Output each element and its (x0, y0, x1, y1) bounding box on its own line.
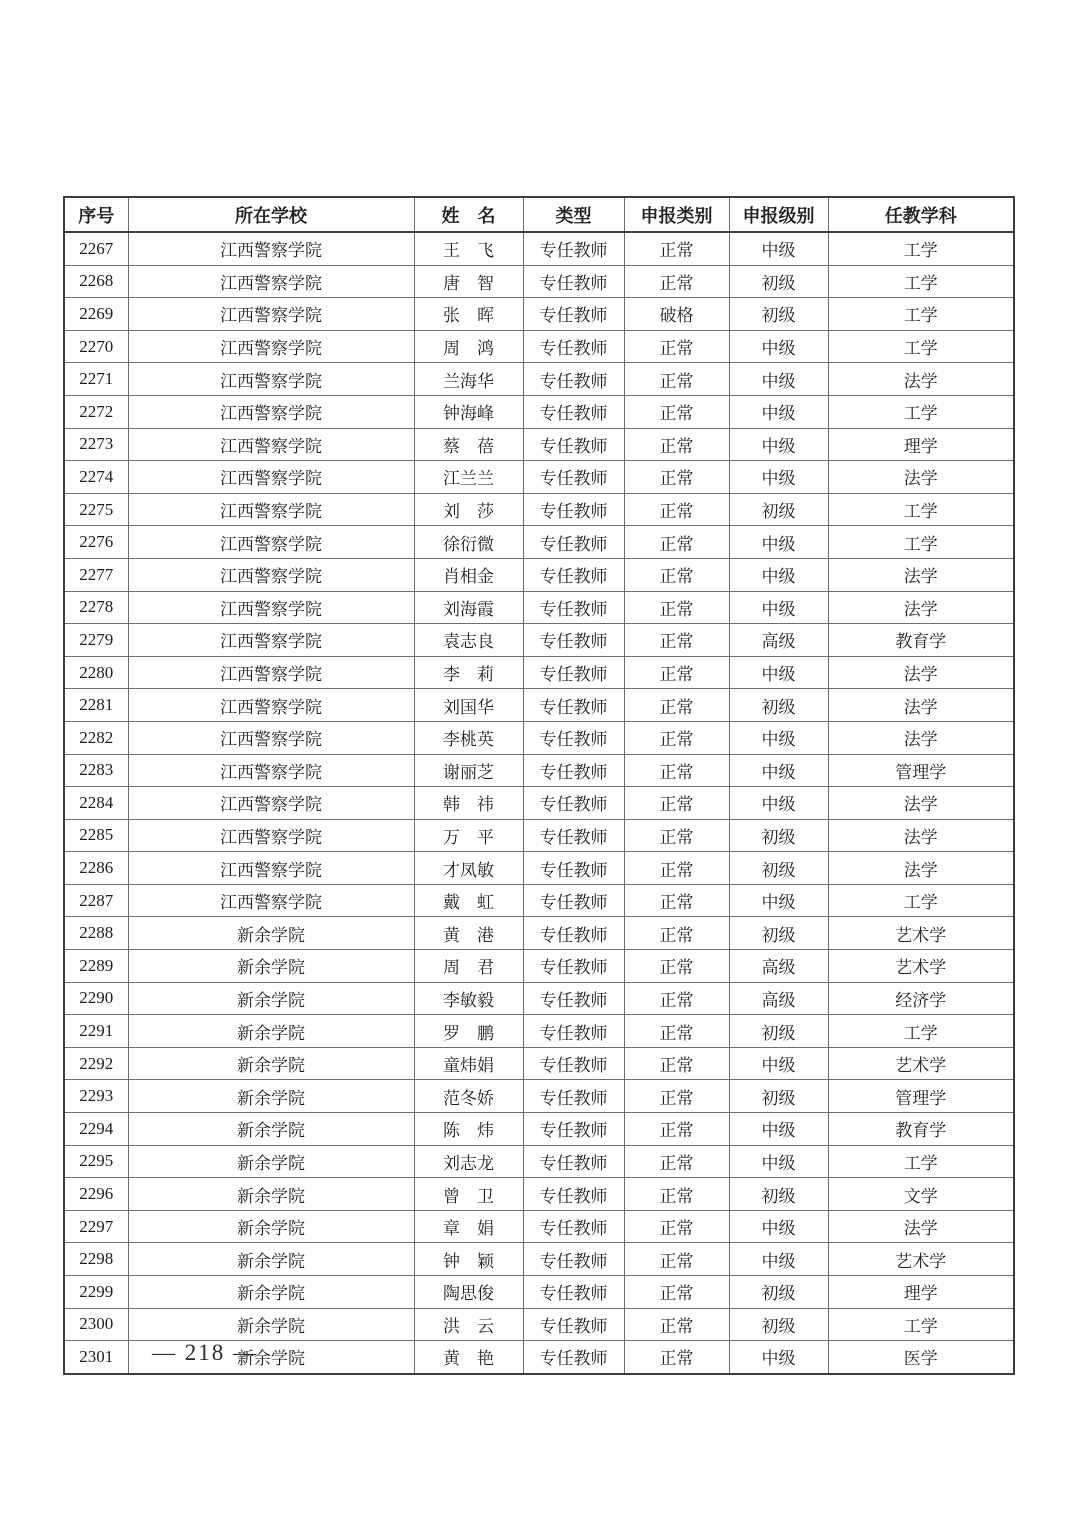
cell-index: 2268 (64, 265, 128, 298)
cell-level: 中级 (729, 656, 828, 689)
cell-name: 刘海霞 (414, 591, 523, 624)
cell-subject: 法学 (828, 1210, 1014, 1243)
cell-school: 江西警察学院 (128, 852, 414, 885)
table-row (64, 787, 1014, 820)
cell-type: 专任教师 (523, 624, 624, 657)
cell-subject: 法学 (828, 591, 1014, 624)
cell-subject: 管理学 (828, 754, 1014, 787)
cell-name: 李敏毅 (414, 982, 523, 1015)
cell-type: 专任教师 (523, 1341, 624, 1374)
cell-index: 2279 (64, 624, 128, 657)
cell-level: 中级 (729, 558, 828, 591)
cell-type: 专任教师 (523, 689, 624, 722)
table-row (64, 689, 1014, 722)
cell-category: 正常 (624, 624, 729, 657)
table-row (64, 558, 1014, 591)
column-header-index: 序号 (64, 197, 128, 232)
cell-level: 初级 (729, 1178, 828, 1211)
cell-name: 刘志龙 (414, 1145, 523, 1178)
cell-level: 中级 (729, 395, 828, 428)
cell-level: 初级 (729, 852, 828, 885)
cell-subject: 工学 (828, 493, 1014, 526)
cell-level: 中级 (729, 428, 828, 461)
cell-school: 江西警察学院 (128, 265, 414, 298)
cell-school: 江西警察学院 (128, 656, 414, 689)
cell-school: 江西警察学院 (128, 884, 414, 917)
cell-school: 江西警察学院 (128, 689, 414, 722)
cell-level: 中级 (729, 1210, 828, 1243)
cell-level: 中级 (729, 1341, 828, 1374)
cell-level: 初级 (729, 689, 828, 722)
cell-type: 专任教师 (523, 265, 624, 298)
cell-index: 2271 (64, 363, 128, 396)
column-header-school: 所在学校 (128, 197, 414, 232)
cell-category: 正常 (624, 689, 729, 722)
cell-category: 正常 (624, 493, 729, 526)
cell-level: 初级 (729, 819, 828, 852)
cell-name: 江兰兰 (414, 461, 523, 494)
cell-name: 陈 炜 (414, 1113, 523, 1146)
cell-index: 2286 (64, 852, 128, 885)
cell-type: 专任教师 (523, 330, 624, 363)
cell-category: 正常 (624, 1080, 729, 1113)
cell-school: 新余学院 (128, 1047, 414, 1080)
cell-level: 中级 (729, 363, 828, 396)
cell-category: 正常 (624, 1113, 729, 1146)
cell-category: 正常 (624, 363, 729, 396)
table-body (64, 232, 1014, 1374)
cell-type: 专任教师 (523, 721, 624, 754)
cell-category: 正常 (624, 1015, 729, 1048)
table-row (64, 1080, 1014, 1113)
cell-school: 新余学院 (128, 1178, 414, 1211)
cell-level: 初级 (729, 298, 828, 331)
cell-type: 专任教师 (523, 232, 624, 265)
cell-name: 钟海峰 (414, 395, 523, 428)
cell-level: 初级 (729, 1015, 828, 1048)
cell-category: 破格 (624, 298, 729, 331)
table-row (64, 1178, 1014, 1211)
cell-name: 周 君 (414, 950, 523, 983)
cell-category: 正常 (624, 265, 729, 298)
cell-index: 2282 (64, 721, 128, 754)
cell-subject: 工学 (828, 526, 1014, 559)
cell-subject: 工学 (828, 232, 1014, 265)
cell-category: 正常 (624, 461, 729, 494)
cell-level: 中级 (729, 1243, 828, 1276)
cell-type: 专任教师 (523, 428, 624, 461)
cell-subject: 艺术学 (828, 917, 1014, 950)
cell-category: 正常 (624, 721, 729, 754)
cell-category: 正常 (624, 1210, 729, 1243)
table-row (64, 754, 1014, 787)
cell-level: 初级 (729, 493, 828, 526)
cell-subject: 艺术学 (828, 1243, 1014, 1276)
cell-school: 江西警察学院 (128, 363, 414, 396)
cell-school: 新余学院 (128, 1308, 414, 1341)
cell-subject: 理学 (828, 1276, 1014, 1309)
cell-name: 童炜娟 (414, 1047, 523, 1080)
cell-subject: 工学 (828, 884, 1014, 917)
cell-name: 李桃英 (414, 721, 523, 754)
cell-category: 正常 (624, 1276, 729, 1309)
cell-type: 专任教师 (523, 1308, 624, 1341)
teachers-table (63, 196, 1015, 1375)
cell-type: 专任教师 (523, 558, 624, 591)
cell-subject: 工学 (828, 1015, 1014, 1048)
cell-type: 专任教师 (523, 656, 624, 689)
cell-school: 江西警察学院 (128, 461, 414, 494)
cell-level: 中级 (729, 1047, 828, 1080)
cell-subject: 工学 (828, 265, 1014, 298)
cell-level: 中级 (729, 1113, 828, 1146)
cell-index: 2275 (64, 493, 128, 526)
cell-level: 中级 (729, 330, 828, 363)
cell-name: 范冬娇 (414, 1080, 523, 1113)
cell-index: 2276 (64, 526, 128, 559)
cell-school: 江西警察学院 (128, 721, 414, 754)
cell-type: 专任教师 (523, 1113, 624, 1146)
cell-name: 戴 虹 (414, 884, 523, 917)
cell-category: 正常 (624, 1178, 729, 1211)
column-header-type: 类型 (523, 197, 624, 232)
cell-category: 正常 (624, 1243, 729, 1276)
cell-type: 专任教师 (523, 1145, 624, 1178)
cell-name: 谢丽芝 (414, 754, 523, 787)
cell-category: 正常 (624, 1308, 729, 1341)
cell-level: 初级 (729, 917, 828, 950)
cell-subject: 艺术学 (828, 1047, 1014, 1080)
cell-type: 专任教师 (523, 395, 624, 428)
cell-school: 江西警察学院 (128, 624, 414, 657)
cell-school: 新余学院 (128, 1145, 414, 1178)
cell-name: 陶思俊 (414, 1276, 523, 1309)
cell-school: 江西警察学院 (128, 395, 414, 428)
cell-level: 高级 (729, 982, 828, 1015)
table-row (64, 656, 1014, 689)
table-row (64, 395, 1014, 428)
cell-type: 专任教师 (523, 917, 624, 950)
cell-subject: 工学 (828, 1145, 1014, 1178)
cell-level: 初级 (729, 265, 828, 298)
cell-type: 专任教师 (523, 787, 624, 820)
table-row (64, 1047, 1014, 1080)
cell-subject: 工学 (828, 395, 1014, 428)
cell-index: 2296 (64, 1178, 128, 1211)
cell-index: 2290 (64, 982, 128, 1015)
cell-name: 刘 莎 (414, 493, 523, 526)
cell-index: 2289 (64, 950, 128, 983)
cell-category: 正常 (624, 852, 729, 885)
table-row (64, 852, 1014, 885)
cell-index: 2291 (64, 1015, 128, 1048)
cell-type: 专任教师 (523, 852, 624, 885)
cell-index: 2269 (64, 298, 128, 331)
cell-index: 2273 (64, 428, 128, 461)
table-row (64, 526, 1014, 559)
cell-school: 新余学院 (128, 1210, 414, 1243)
cell-school: 江西警察学院 (128, 493, 414, 526)
cell-type: 专任教师 (523, 461, 624, 494)
cell-category: 正常 (624, 982, 729, 1015)
cell-name: 黄 艳 (414, 1341, 523, 1374)
cell-school: 新余学院 (128, 1015, 414, 1048)
cell-name: 钟 颖 (414, 1243, 523, 1276)
cell-category: 正常 (624, 950, 729, 983)
cell-school: 江西警察学院 (128, 754, 414, 787)
cell-name: 韩 祎 (414, 787, 523, 820)
cell-subject: 法学 (828, 852, 1014, 885)
cell-category: 正常 (624, 917, 729, 950)
table-row (64, 982, 1014, 1015)
table-row (64, 265, 1014, 298)
cell-type: 专任教师 (523, 754, 624, 787)
cell-school: 江西警察学院 (128, 591, 414, 624)
cell-index: 2267 (64, 232, 128, 265)
cell-name: 袁志良 (414, 624, 523, 657)
cell-type: 专任教师 (523, 1276, 624, 1309)
cell-index: 2284 (64, 787, 128, 820)
cell-subject: 工学 (828, 1308, 1014, 1341)
cell-category: 正常 (624, 1341, 729, 1374)
cell-name: 刘国华 (414, 689, 523, 722)
cell-category: 正常 (624, 884, 729, 917)
cell-school: 新余学院 (128, 1113, 414, 1146)
cell-subject: 教育学 (828, 624, 1014, 657)
table-row (64, 461, 1014, 494)
table-row (64, 819, 1014, 852)
cell-level: 中级 (729, 787, 828, 820)
cell-type: 专任教师 (523, 884, 624, 917)
table-row (64, 493, 1014, 526)
column-header-name: 姓 名 (414, 197, 523, 232)
cell-name: 才凤敏 (414, 852, 523, 885)
cell-category: 正常 (624, 330, 729, 363)
cell-type: 专任教师 (523, 298, 624, 331)
table-row (64, 1145, 1014, 1178)
cell-category: 正常 (624, 428, 729, 461)
cell-subject: 艺术学 (828, 950, 1014, 983)
cell-type: 专任教师 (523, 591, 624, 624)
cell-category: 正常 (624, 526, 729, 559)
cell-index: 2299 (64, 1276, 128, 1309)
cell-subject: 法学 (828, 689, 1014, 722)
cell-name: 肖相金 (414, 558, 523, 591)
cell-level: 中级 (729, 884, 828, 917)
cell-category: 正常 (624, 395, 729, 428)
cell-index: 2292 (64, 1047, 128, 1080)
cell-subject: 经济学 (828, 982, 1014, 1015)
cell-school: 新余学院 (128, 917, 414, 950)
table-row (64, 1015, 1014, 1048)
cell-level: 中级 (729, 754, 828, 787)
table-row (64, 917, 1014, 950)
column-header-level: 申报级别 (729, 197, 828, 232)
cell-school: 新余学院 (128, 1341, 414, 1374)
cell-subject: 法学 (828, 363, 1014, 396)
table-row (64, 884, 1014, 917)
table-row (64, 591, 1014, 624)
cell-index: 2287 (64, 884, 128, 917)
cell-school: 新余学院 (128, 1243, 414, 1276)
cell-level: 中级 (729, 591, 828, 624)
cell-type: 专任教师 (523, 1178, 624, 1211)
cell-type: 专任教师 (523, 819, 624, 852)
cell-type: 专任教师 (523, 982, 624, 1015)
cell-type: 专任教师 (523, 493, 624, 526)
cell-category: 正常 (624, 591, 729, 624)
table-row (64, 298, 1014, 331)
cell-index: 2298 (64, 1243, 128, 1276)
cell-index: 2301 (64, 1341, 128, 1374)
cell-category: 正常 (624, 232, 729, 265)
cell-subject: 法学 (828, 787, 1014, 820)
table-row (64, 232, 1014, 265)
page-number: — 218 — (152, 1340, 258, 1365)
table-row (64, 624, 1014, 657)
table-row (64, 1308, 1014, 1341)
cell-subject: 管理学 (828, 1080, 1014, 1113)
table-row (64, 950, 1014, 983)
column-header-subject: 任教学科 (828, 197, 1014, 232)
cell-level: 中级 (729, 721, 828, 754)
cell-subject: 教育学 (828, 1113, 1014, 1146)
cell-subject: 法学 (828, 819, 1014, 852)
cell-level: 高级 (729, 950, 828, 983)
cell-level: 中级 (729, 461, 828, 494)
cell-name: 李 莉 (414, 656, 523, 689)
cell-category: 正常 (624, 819, 729, 852)
cell-name: 万 平 (414, 819, 523, 852)
cell-school: 新余学院 (128, 982, 414, 1015)
cell-type: 专任教师 (523, 526, 624, 559)
cell-category: 正常 (624, 1145, 729, 1178)
table-row (64, 1210, 1014, 1243)
cell-index: 2278 (64, 591, 128, 624)
cell-subject: 工学 (828, 298, 1014, 331)
cell-school: 江西警察学院 (128, 298, 414, 331)
table-row (64, 721, 1014, 754)
cell-type: 专任教师 (523, 1015, 624, 1048)
cell-name: 王 飞 (414, 232, 523, 265)
cell-subject: 法学 (828, 461, 1014, 494)
header-row (64, 197, 1014, 232)
cell-name: 唐 智 (414, 265, 523, 298)
cell-school: 江西警察学院 (128, 787, 414, 820)
cell-category: 正常 (624, 558, 729, 591)
cell-type: 专任教师 (523, 363, 624, 396)
cell-level: 高级 (729, 624, 828, 657)
cell-name: 黄 港 (414, 917, 523, 950)
table-row (64, 1276, 1014, 1309)
cell-index: 2281 (64, 689, 128, 722)
cell-category: 正常 (624, 656, 729, 689)
cell-index: 2297 (64, 1210, 128, 1243)
cell-type: 专任教师 (523, 1047, 624, 1080)
cell-index: 2280 (64, 656, 128, 689)
table-row (64, 330, 1014, 363)
cell-name: 张 晖 (414, 298, 523, 331)
cell-level: 初级 (729, 1080, 828, 1113)
cell-type: 专任教师 (523, 1080, 624, 1113)
cell-school: 江西警察学院 (128, 819, 414, 852)
cell-category: 正常 (624, 787, 729, 820)
cell-name: 兰海华 (414, 363, 523, 396)
cell-name: 蔡 蓓 (414, 428, 523, 461)
cell-name: 徐衍微 (414, 526, 523, 559)
cell-school: 江西警察学院 (128, 526, 414, 559)
table-row (64, 1113, 1014, 1146)
cell-name: 曾 卫 (414, 1178, 523, 1211)
cell-index: 2285 (64, 819, 128, 852)
cell-subject: 法学 (828, 656, 1014, 689)
cell-name: 洪 云 (414, 1308, 523, 1341)
cell-school: 江西警察学院 (128, 558, 414, 591)
cell-school: 江西警察学院 (128, 232, 414, 265)
cell-index: 2274 (64, 461, 128, 494)
cell-type: 专任教师 (523, 1210, 624, 1243)
cell-category: 正常 (624, 1047, 729, 1080)
cell-subject: 工学 (828, 330, 1014, 363)
cell-subject: 法学 (828, 558, 1014, 591)
cell-index: 2294 (64, 1113, 128, 1146)
cell-school: 江西警察学院 (128, 428, 414, 461)
cell-level: 初级 (729, 1276, 828, 1309)
cell-index: 2300 (64, 1308, 128, 1341)
cell-school: 江西警察学院 (128, 330, 414, 363)
cell-type: 专任教师 (523, 1243, 624, 1276)
cell-level: 中级 (729, 1145, 828, 1178)
cell-school: 新余学院 (128, 1080, 414, 1113)
column-header-category: 申报类别 (624, 197, 729, 232)
cell-name: 罗 鹏 (414, 1015, 523, 1048)
table-row (64, 428, 1014, 461)
cell-index: 2295 (64, 1145, 128, 1178)
table-row (64, 363, 1014, 396)
cell-school: 新余学院 (128, 950, 414, 983)
cell-school: 新余学院 (128, 1276, 414, 1309)
table-header (64, 197, 1014, 232)
cell-subject: 法学 (828, 721, 1014, 754)
cell-index: 2288 (64, 917, 128, 950)
cell-level: 中级 (729, 232, 828, 265)
cell-index: 2293 (64, 1080, 128, 1113)
cell-subject: 理学 (828, 428, 1014, 461)
cell-level: 初级 (729, 1308, 828, 1341)
cell-subject: 文学 (828, 1178, 1014, 1211)
cell-index: 2272 (64, 395, 128, 428)
cell-subject: 医学 (828, 1341, 1014, 1374)
cell-name: 周 鸿 (414, 330, 523, 363)
cell-level: 中级 (729, 526, 828, 559)
cell-index: 2277 (64, 558, 128, 591)
cell-index: 2283 (64, 754, 128, 787)
cell-index: 2270 (64, 330, 128, 363)
cell-type: 专任教师 (523, 950, 624, 983)
cell-name: 章 娟 (414, 1210, 523, 1243)
cell-category: 正常 (624, 754, 729, 787)
table-row (64, 1243, 1014, 1276)
